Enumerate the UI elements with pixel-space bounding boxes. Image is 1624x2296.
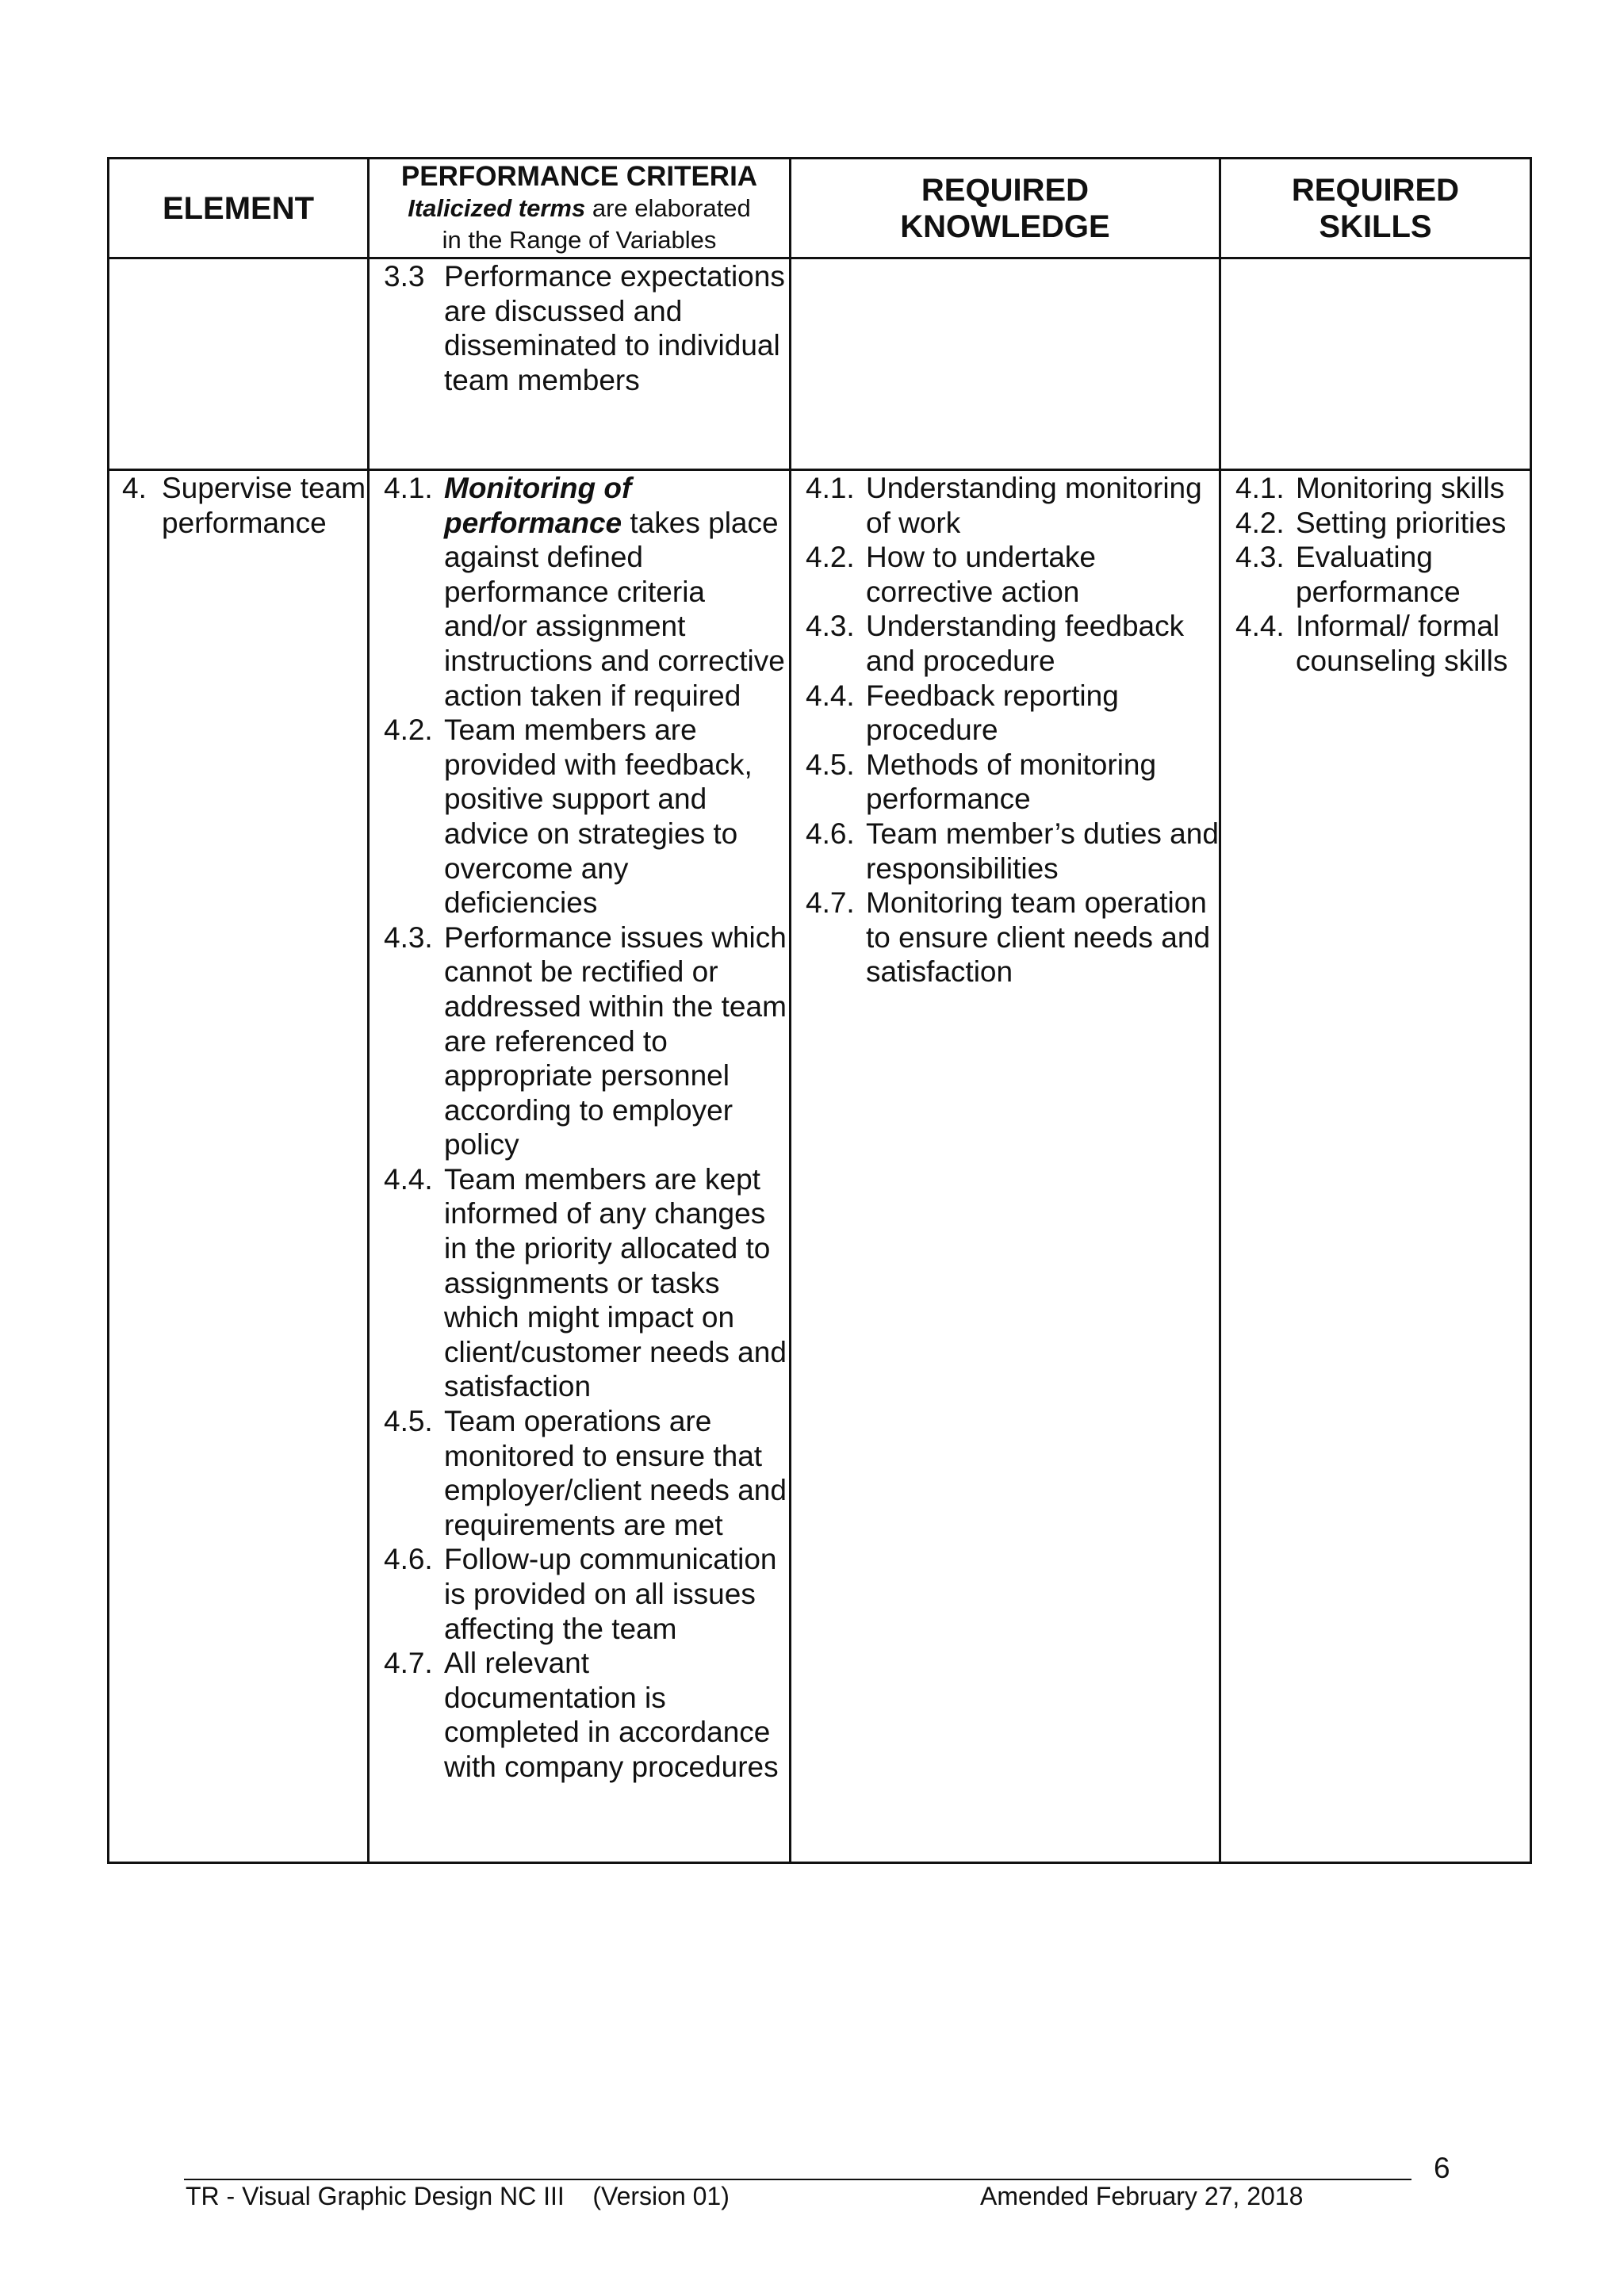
- header-knowledge-line1: REQUIRED: [921, 172, 1090, 208]
- knowledge-cell: [791, 258, 1220, 470]
- item-number: 4.1.: [384, 472, 433, 504]
- item-number: 4.2.: [1235, 506, 1285, 539]
- list-item: [806, 817, 1219, 886]
- range-term: Monitoring of performance: [444, 472, 632, 539]
- list-item: [1235, 609, 1525, 678]
- item-text: Performance expectations are discussed and disseminated to individual team members: [444, 260, 785, 396]
- header-element: [109, 159, 369, 258]
- criteria-cell: [369, 470, 791, 1863]
- item-text: [444, 471, 789, 713]
- skills-list: [1221, 471, 1530, 679]
- header-pc-subtitle: [370, 193, 789, 224]
- skills-cell: [1220, 470, 1531, 1863]
- list-item: [384, 1404, 789, 1542]
- item-number: 4.7.: [384, 1647, 433, 1680]
- item-text: Setting priorities: [1296, 506, 1507, 539]
- list-item: [384, 1646, 789, 1784]
- list-item: [384, 471, 789, 713]
- element-cell: [109, 258, 369, 470]
- criteria-cell: [369, 258, 791, 470]
- criteria-list: [370, 259, 789, 397]
- item-number: 4.6.: [806, 817, 855, 850]
- list-item: [806, 748, 1219, 817]
- item-text: Team operations are monitored to ensure that employer/client needs and requirements are met: [444, 1405, 787, 1541]
- header-required-knowledge: [791, 159, 1220, 258]
- list-item: [1235, 506, 1525, 541]
- item-number: 4.4.: [384, 1162, 433, 1196]
- list-item: [806, 471, 1219, 540]
- header-required-skills: [1220, 159, 1531, 258]
- element-entry: [109, 471, 367, 540]
- item-text: Understanding feedback and procedure: [866, 610, 1185, 677]
- item-number: 4.2.: [384, 714, 433, 747]
- item-number: 4.3.: [384, 920, 433, 954]
- item-number: 4.6.: [384, 1543, 433, 1576]
- item-text: Team members are kept informed of any changes in the priority allocated to assignments or tasks which might impact on client/customer needs and satisfaction: [444, 1162, 787, 1403]
- item-number: 4.5.: [384, 1405, 433, 1438]
- item-number: 4.4.: [806, 679, 855, 712]
- footer-amended-date: Amended February 27, 2018: [980, 2182, 1304, 2210]
- footer-rule: [184, 2179, 1411, 2180]
- element-text: Supervise team performance: [162, 472, 366, 539]
- item-number: 4.3.: [806, 610, 855, 643]
- header-pc-line2: in the Range of Variables: [442, 225, 717, 254]
- item-text: How to undertake corrective action: [866, 541, 1097, 608]
- header-pc-title: PERFORMANCE CRITERIA: [400, 160, 758, 192]
- header-skills-line2: SKILLS: [1319, 209, 1432, 244]
- item-number: 4.2.: [806, 541, 855, 574]
- item-number: 4.3.: [1235, 541, 1285, 574]
- list-item: [384, 1162, 789, 1404]
- item-text: Team member’s duties and responsibilities: [866, 817, 1219, 885]
- item-text: All relevant documentation is completed in accordance with company procedures: [444, 1647, 779, 1783]
- item-number: 3.3: [384, 260, 425, 293]
- table-row: [109, 470, 1531, 1863]
- page-number: 6: [1434, 2152, 1450, 2184]
- item-number: 4.5.: [806, 748, 855, 781]
- list-item: [384, 920, 789, 1162]
- item-number: 4.1.: [1235, 472, 1285, 504]
- item-number: 4.4.: [1235, 610, 1285, 643]
- criteria-list: [370, 471, 789, 1785]
- item-text: Team members are provided with feedback, positive support and advice on strategies to overcome any deficiencies: [444, 714, 753, 920]
- item-text: Monitoring skills: [1296, 472, 1505, 504]
- list-item: [384, 259, 789, 397]
- item-text-rest: takes place against defined performance criteria and/or assignment instructions and corrective action taken if required: [444, 506, 785, 712]
- list-item: [122, 471, 367, 540]
- header-element-label: ELEMENT: [162, 190, 315, 226]
- list-item: [384, 1542, 789, 1646]
- competency-table: [107, 157, 1532, 1864]
- item-text: Feedback reporting procedure: [866, 679, 1119, 747]
- item-text: Evaluating performance: [1296, 541, 1461, 608]
- list-item: [1235, 471, 1525, 506]
- table-header-row: [109, 159, 1531, 258]
- header-pc-rest: are elaborated: [585, 193, 751, 222]
- item-number: 4.1.: [806, 472, 855, 504]
- item-number: 4.7.: [806, 886, 855, 920]
- table-row: [109, 258, 1531, 470]
- header-skills-line1: REQUIRED: [1291, 172, 1460, 208]
- knowledge-list: [791, 471, 1219, 989]
- element-number: 4.: [122, 472, 147, 504]
- list-item: [1235, 540, 1525, 609]
- item-text: Performance issues which cannot be rectified or addressed within the team are referenced to appropriate personnel according to employer policy: [444, 920, 787, 1161]
- list-item: [384, 713, 789, 920]
- item-text: Understanding monitoring of work: [866, 472, 1202, 539]
- list-item: [806, 679, 1219, 748]
- skills-cell: [1220, 258, 1531, 470]
- footer-document-title: TR - Visual Graphic Design NC III (Version 01): [186, 2182, 730, 2210]
- list-item: [806, 886, 1219, 989]
- header-performance-criteria: [369, 159, 791, 258]
- element-cell: [109, 470, 369, 1863]
- header-pc-italic: Italicized terms: [408, 193, 586, 222]
- list-item: [806, 540, 1219, 609]
- knowledge-cell: [791, 470, 1220, 1863]
- list-item: [806, 609, 1219, 678]
- item-text: Follow-up communication is provided on all issues affecting the team: [444, 1543, 777, 1645]
- item-text: Monitoring team operation to ensure client needs and satisfaction: [866, 886, 1211, 989]
- header-knowledge-line2: KNOWLEDGE: [900, 209, 1110, 244]
- item-text: Methods of monitoring performance: [866, 748, 1157, 816]
- item-text: Informal/ formal counseling skills: [1296, 610, 1508, 677]
